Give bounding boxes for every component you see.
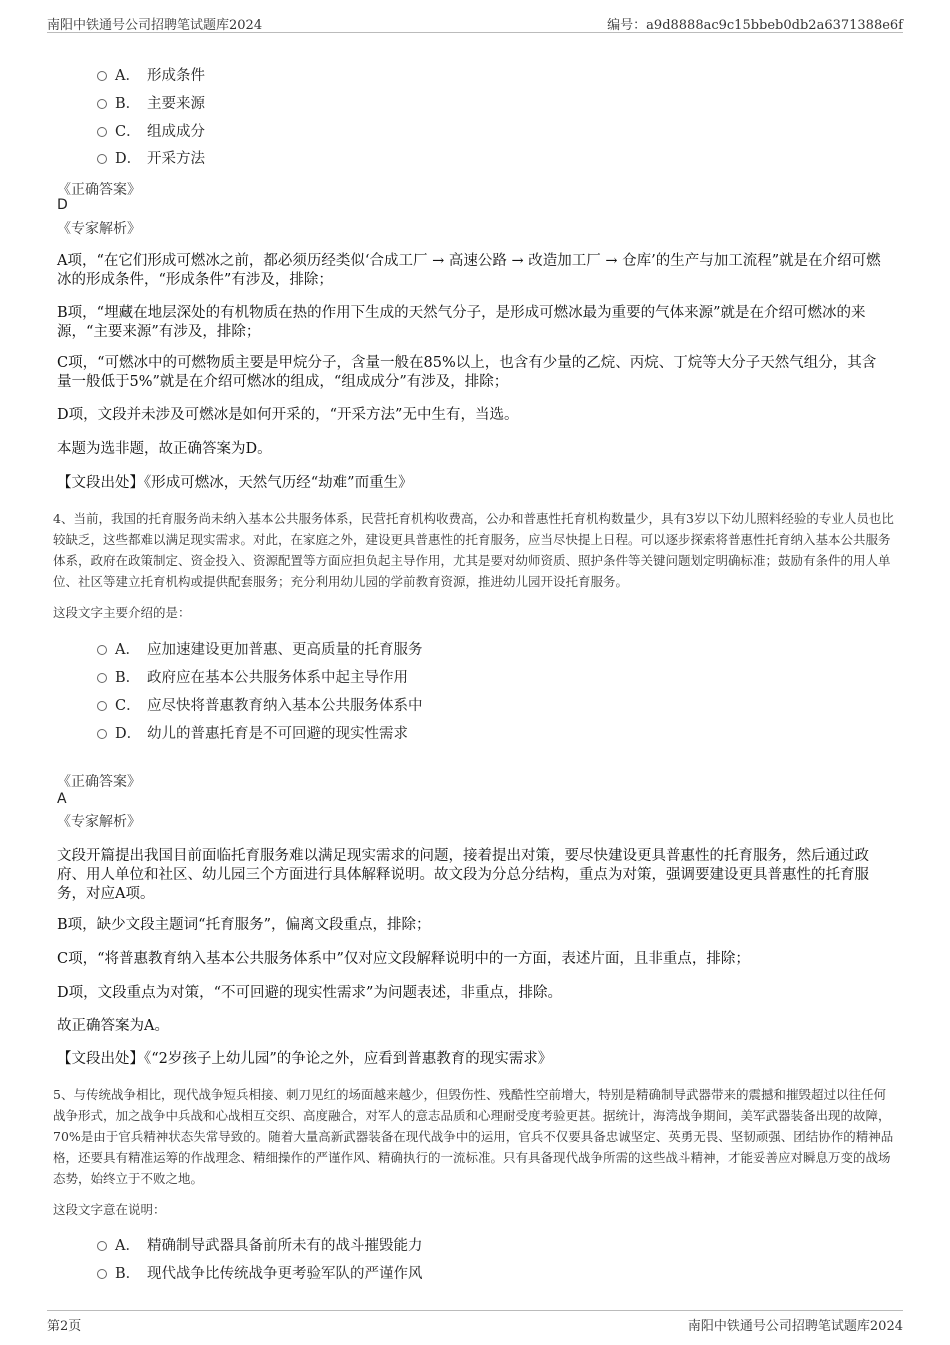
q5-prompt: 这段文字意在说明： [53, 1202, 166, 1217]
page-footer [47, 1310, 903, 1341]
q4-conclusion: 故正确答案为A。 [57, 1018, 169, 1034]
q5-option-a[interactable]: A． 精确制导武器具备前所未有的战斗摧毁能力 [97, 1233, 423, 1255]
q3-option-a[interactable]: A． 形成条件 [97, 63, 205, 85]
q4-option-c[interactable]: C． 应尽快将普惠教育纳入基本公共服务体系中 [97, 693, 423, 715]
q3-analysis-d: D项，文段并未涉及可燃冰是如何开采的，“开采方法”无中生有，当选。 [57, 407, 519, 423]
radio-icon[interactable] [97, 99, 107, 109]
q3-analysis-b: B项，“埋藏在地层深处的有机物质在热的作用下生成的天然气分子，是形成可燃冰最为重要的气体来源”就是在介绍可燃冰的来源，“主要来源”有涉及，排除； [57, 305, 866, 340]
q4-analysis-c: C项，“将普惠教育纳入基本公共服务体系中”仅对应文段解释说明中的一方面，表述片面，且非重点，排除； [57, 951, 750, 967]
q5-question-text: 5、与传统战争相比，现代战争短兵相接、刺刀见红的场面越来越少，但毁伤性、残酷性空前增大，特别是精确制导武器带来的震撼和摧毁超过以往任何战争形式，加之战争中兵战和心战相互交织、高度融合，对军人的意志品质和心理耐受度考验更甚。据统计，海湾战争期间，美军武器装备出现的故障，70%是由于官兵精神状态失常导致的。随着大量高新武器装备在现代战争中的运用，官兵不仅要具备忠诚坚定、英勇无畏、坚韧顽强、团结协作的精神品格，还要具有精准运筹的作战理念、精细操作的严谨作风、精确执行的一流标准。只有具备现代战争所需的这些战斗精神，才能妥善应对瞬息万变的战场态势，始终立于不败之地。 [53, 1087, 894, 1186]
q4-source: 【文段出处】《“2岁孩子上幼儿园”的争论之外，应看到普惠教育的现实需求》 [57, 1051, 553, 1067]
q3-option-c[interactable]: C． 组成成分 [97, 119, 205, 141]
radio-icon[interactable] [97, 729, 107, 739]
q3-analysis-c: C项，“可燃冰中的可燃物质主要是甲烷分子，含量一般在85%以上，也含有少量的乙烷、丙烷、丁烷等大分子天然气组分，其含量一般低于5%”就是在介绍可燃冰的组成，“组成成分”有涉及，排除； [57, 355, 877, 390]
q4-answer-label: 《正确答案》 [57, 774, 141, 790]
page-header [47, 8, 903, 33]
radio-icon[interactable] [97, 127, 107, 137]
q4-prompt: 这段文字主要介绍的是： [53, 605, 191, 620]
q3-answer: D [57, 197, 68, 213]
radio-icon[interactable] [97, 701, 107, 711]
q3-answer-label: 《正确答案》 [57, 182, 141, 198]
radio-icon[interactable] [97, 645, 107, 655]
radio-icon[interactable] [97, 673, 107, 683]
header-doc-id: 编号：a9d8888ac9c15bbeb0db2a6371388e6f [607, 18, 903, 33]
q4-analysis-d: D项，文段重点为对策，“不可回避的现实性需求”为问题表述，非重点，排除。 [57, 985, 562, 1001]
q4-analysis-label: 《专家解析》 [57, 814, 141, 830]
radio-icon[interactable] [97, 1241, 107, 1251]
radio-icon[interactable] [97, 1269, 107, 1279]
q3-option-d[interactable]: D． 开采方法 [97, 146, 205, 168]
q5-option-b[interactable]: B． 现代战争比传统战争更考验军队的严谨作风 [97, 1261, 423, 1283]
q4-option-d[interactable]: D． 幼儿的普惠托育是不可回避的现实性需求 [97, 721, 408, 743]
q4-option-a[interactable]: A． 应加速建设更加普惠、更高质量的托育服务 [97, 637, 423, 659]
q4-option-b[interactable]: B． 政府应在基本公共服务体系中起主导作用 [97, 665, 408, 687]
q3-conclusion: 本题为选非题，故正确答案为D。 [57, 441, 272, 457]
radio-icon[interactable] [97, 154, 107, 164]
q4-analysis-b: B项，缺少文段主题词“托育服务”，偏离文段重点，排除； [57, 917, 431, 933]
q4-analysis-main: 文段开篇提出我国目前面临托育服务难以满足现实需求的问题，接着提出对策，要尽快建设更具普惠性的托育服务，然后通过政府、用人单位和社区、幼儿园三个方面进行具体解释说明。故文段为分总分结构，重点为对策，强调要建设更具普惠性的托育服务，对应A项。 [57, 848, 869, 902]
q4-question-text: 4、当前，我国的托育服务尚未纳入基本公共服务体系，民营托育机构收费高，公办和普惠性托育机构数量少，具有3岁以下幼儿照料经验的专业人员也比较缺乏，这些都难以满足现实需求。对此，在家庭之外，建设更具普惠性的托育服务，应当尽快提上日程。可以逐步探索将普惠性托育纳入基本公共服务体系，政府在政策制定、资金投入、资源配置等方面应担负起主导作用，尤其是要对幼师资质、照护条件等关键问题划定明确标准；鼓励有条件的用人单位、社区等建立托育机构或提供配套服务；充分利用幼儿园的学前教育资源，推进幼儿园开设托育服务。 [53, 511, 894, 589]
q4-answer: A [57, 791, 67, 807]
footer-title: 南阳中铁通号公司招聘笔试题库2024 [687, 1319, 903, 1334]
q3-source: 【文段出处】《形成可燃冰，天然气历经“劫难”而重生》 [57, 475, 413, 491]
page-number: 第2页 [47, 1319, 82, 1334]
q3-analysis-label: 《专家解析》 [57, 221, 141, 237]
radio-icon[interactable] [97, 71, 107, 81]
header-title: 南阳中铁通号公司招聘笔试题库2024 [47, 18, 263, 33]
q3-option-b[interactable]: B． 主要来源 [97, 91, 205, 113]
q3-analysis-a: A项，“在它们形成可燃冰之前，都必须历经类似‘合成工厂 → 高速公路 → 改造加工厂 → 仓库’的生产与加工流程”就是在介绍可燃冰的形成条件，“形成条件”有涉及，排除； [57, 253, 881, 288]
